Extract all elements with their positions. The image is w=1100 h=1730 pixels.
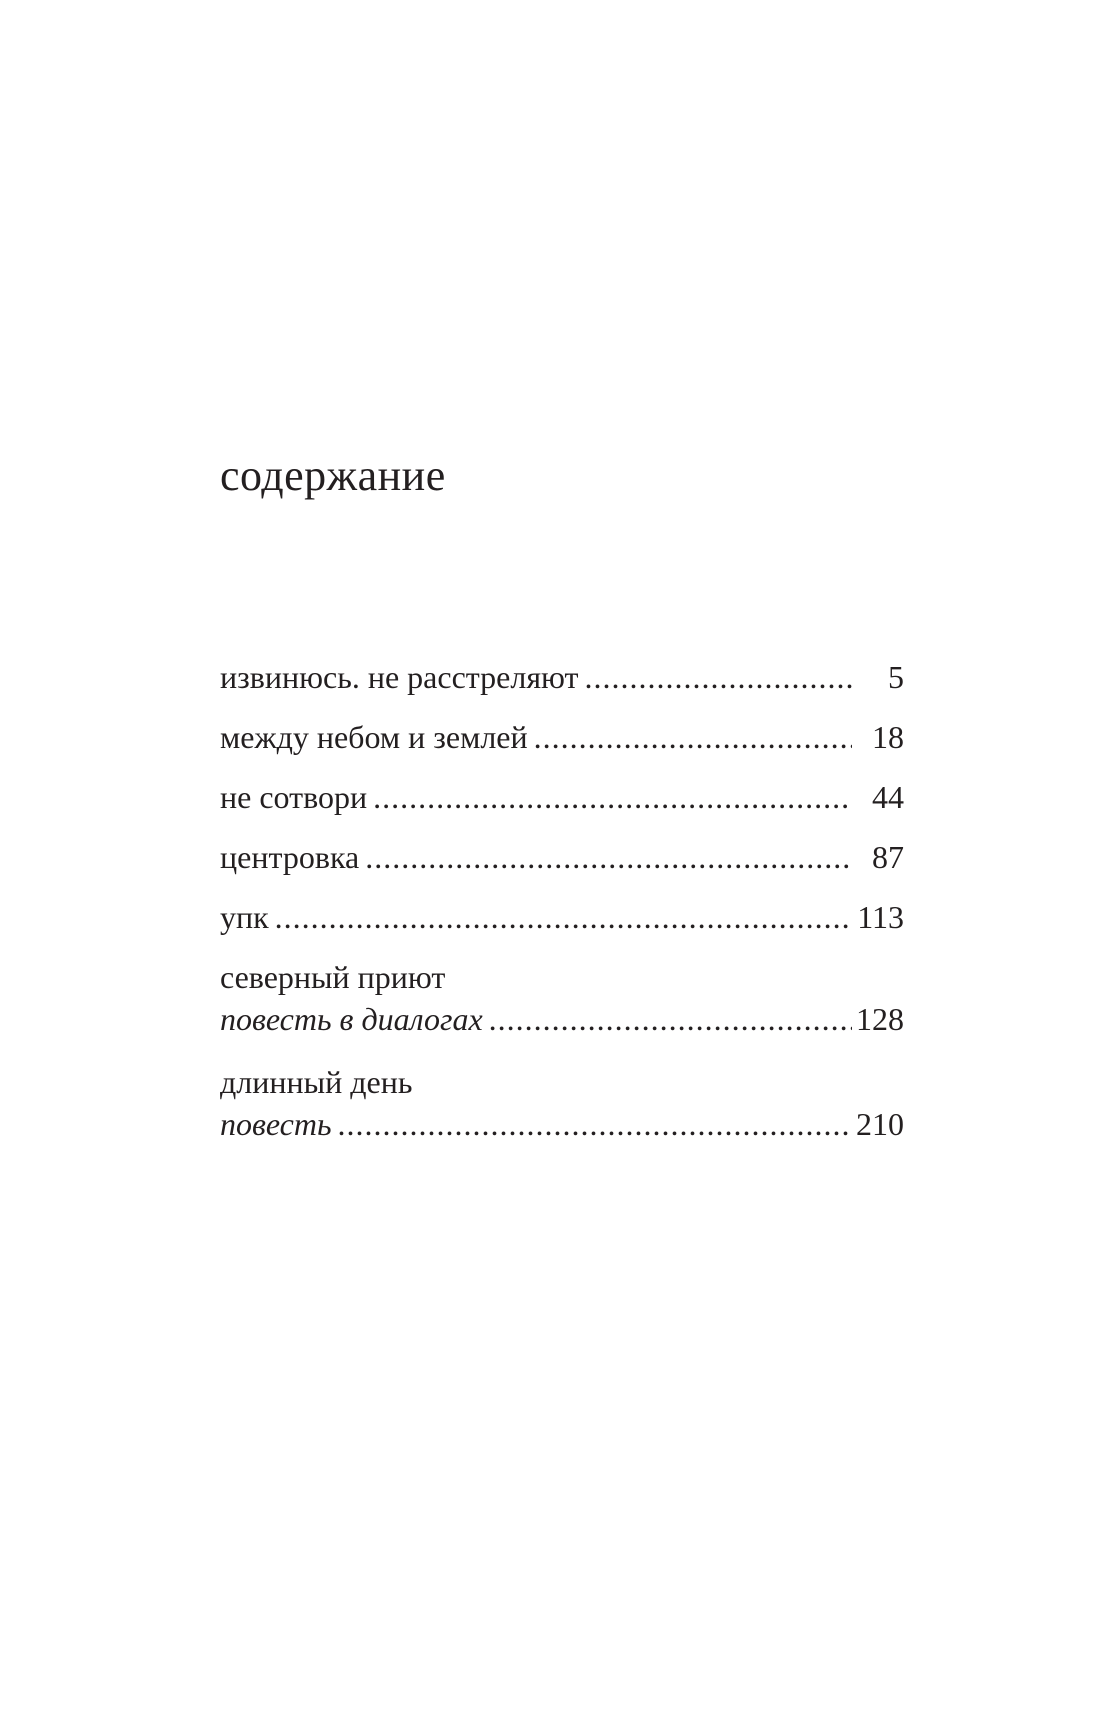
toc-page-number: 113 xyxy=(857,899,904,935)
toc-entry[interactable] xyxy=(220,776,904,818)
toc-page-number: 5 xyxy=(888,659,904,695)
dot-leader xyxy=(275,896,852,938)
toc-entry[interactable] xyxy=(220,896,904,938)
toc-entry-subtitle: повесть в диалогах xyxy=(220,1001,483,1037)
toc-page-number: 18 xyxy=(872,719,904,755)
toc-entry[interactable] xyxy=(220,716,904,758)
dot-leader xyxy=(534,716,852,758)
dot-leader xyxy=(585,656,853,698)
toc-entry-line xyxy=(220,656,904,698)
toc-entry[interactable] xyxy=(220,836,904,878)
toc-entry-title: северный приют xyxy=(220,959,446,995)
toc-page-number: 210 xyxy=(856,1106,904,1142)
toc-entry-line xyxy=(220,896,904,938)
dot-leader xyxy=(489,998,852,1040)
toc-entry[interactable] xyxy=(220,656,904,698)
toc-entry-title: извинюсь. не расстреляют xyxy=(220,659,579,695)
toc-entry-line xyxy=(220,1103,904,1145)
toc-heading: содержание xyxy=(220,451,446,500)
toc-entry[interactable] xyxy=(220,956,904,1040)
dot-leader xyxy=(373,776,852,818)
dot-leader xyxy=(338,1103,852,1145)
toc-page-number: 128 xyxy=(856,1001,904,1037)
toc-entry-title: центровка xyxy=(220,839,360,875)
toc-page-number: 87 xyxy=(872,839,904,875)
toc-entry-title: длинный день xyxy=(220,1064,413,1100)
toc-entry-title: не сотвори xyxy=(220,779,368,815)
toc-entry-title: между небом и землей xyxy=(220,719,528,755)
toc-list xyxy=(220,656,904,1166)
toc-entry-line xyxy=(220,776,904,818)
toc-entry-title: упк xyxy=(220,899,269,935)
toc-entry[interactable] xyxy=(220,1061,904,1145)
toc-entry-line xyxy=(220,836,904,878)
dot-leader xyxy=(365,836,852,878)
toc-entry-subtitle: повесть xyxy=(220,1106,332,1142)
toc-entry-line xyxy=(220,998,904,1040)
toc-entry-line xyxy=(220,716,904,758)
toc-page-number: 44 xyxy=(872,779,904,815)
